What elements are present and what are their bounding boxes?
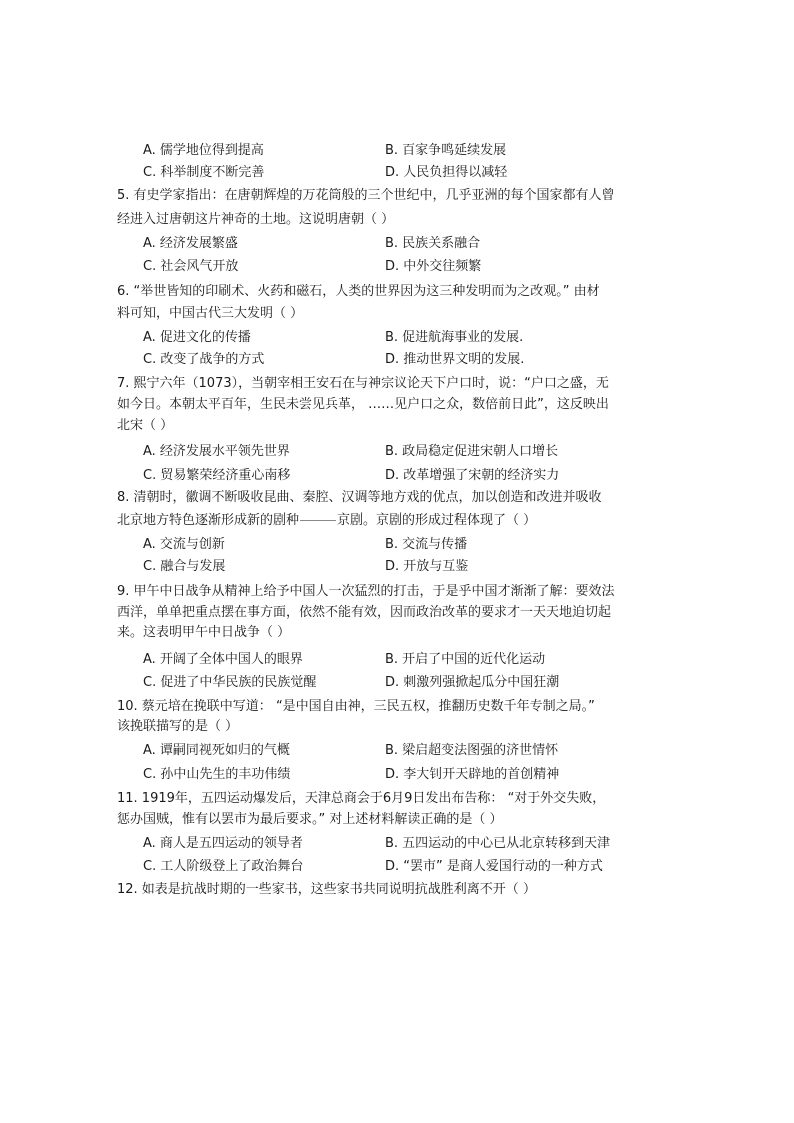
q10-option-b: B. 梁启超变法图强的济世情怀: [385, 743, 559, 758]
q6-option-b: B. 促进航海事业的发展.: [385, 330, 524, 345]
q8-stem-line-2-part-1: 北京地方特色逐渐形成新的剧种: [117, 513, 300, 528]
q7-option-b: B. 政局稳定促进宋朝人口增长: [385, 444, 559, 459]
q6-option-a: A. 促进文化的传播: [143, 330, 251, 345]
dash-line: [300, 520, 336, 521]
q9-stem-line-3: 来。这表明甲午中日战争（ ）: [117, 625, 291, 640]
q9-stem-line-2: 西洋，单单把重点摆在事方面，依然不能有效，因而政治改革的要求才一天天地迫切起: [117, 605, 612, 620]
q7-option-c: C. 贸易繁荣经济重心南移: [143, 468, 291, 483]
q6-stem-line-1: 6. “举世皆知的印刷术、火药和磁石，人类的世界因为这三种发明而为之改观。” 由材: [117, 284, 600, 299]
q9-option-a: A. 开阔了全体中国人的眼界: [143, 652, 303, 667]
q4-option-c: C. 科举制度不断完善: [143, 165, 265, 180]
q10-option-a: A. 谭嗣同视死如归的气概: [143, 743, 290, 758]
q7-stem-line-2: 如今日。本朝太平百年，生民未尝见兵革， ……见户口之众，数倍前日此”，这反映出: [117, 397, 609, 412]
q10-option-c: C. 孙中山先生的丰功伟绩: [143, 767, 291, 782]
q5-option-b: B. 民族关系融合: [385, 236, 481, 251]
q5-option-a: A. 经济发展繁盛: [143, 236, 238, 251]
q8-option-d: D. 开放与互鉴: [385, 559, 469, 574]
q5-stem-line-1: 5. 有史学家指出：在唐朝辉煌的万花筒般的三个世纪中，几乎亚洲的每个国家都有人曾: [117, 188, 615, 203]
q8-stem-line-2-part-2: 京剧。京剧的形成过程体现了（ ）: [337, 513, 537, 528]
q4-option-d: D. 人民负担得以减轻: [385, 165, 508, 180]
q12-stem-line-1: 12. 如表是抗战时期的一些家书，这些家书共同说明抗战胜利离不开（ ）: [117, 882, 536, 897]
q5-option-d: D. 中外交往频繁: [385, 259, 482, 274]
q9-option-c: C. 促进了中华民族的民族觉醒: [143, 675, 317, 690]
q8-stem-line-1: 8. 清朝时，徽调不断吸收昆曲、秦腔、汉调等地方戏的优点，加以创造和改进并吸收: [117, 490, 602, 505]
q11-option-a: A. 商人是五四运动的领导者: [143, 836, 303, 851]
q5-stem-line-2: 经进入过唐朝这片神奇的土地。这说明唐朝（ ）: [117, 212, 395, 227]
q8-option-c: C. 融合与发展: [143, 559, 226, 574]
q10-stem-line-2: 该挽联描写的是（ ）: [117, 719, 239, 734]
q7-stem-line-3: 北宋（ ）: [117, 418, 174, 433]
q7-stem-line-1: 7. 熙宁六年（1073），当朝宰相王安石在与神宗议论天下户口时，说：“户口之盛，无: [117, 376, 609, 391]
q10-option-d: D. 李大钊开天辟地的首创精神: [385, 767, 560, 782]
q11-stem-line-1: 11. 1919年，五四运动爆发后，天津总商会于6月9日发出布告称： “对于外交失败，: [117, 791, 606, 806]
q8-stem-line-2: [117, 513, 637, 529]
q9-stem-line-1: 9. 甲午中日战争从精神上给予中国人一次猛烈的打击，于是乎中国才渐渐了解：要效法: [117, 584, 615, 599]
q11-stem-line-2: 惩办国贼，惟有以罢市为最后要求。” 对上述材料解读正确的是（ ）: [117, 812, 503, 827]
q8-option-b: B. 交流与传播: [385, 537, 468, 552]
q11-option-b: B. 五四运动的中心已从北京转移到天津: [385, 836, 611, 851]
q7-option-a: A. 经济发展水平领先世界: [143, 444, 290, 459]
q9-option-d: D. 刺激列强掀起瓜分中国狂潮: [385, 675, 560, 690]
q8-option-a: A. 交流与创新: [143, 537, 225, 552]
q5-option-c: C. 社会风气开放: [143, 259, 239, 274]
q6-stem-line-2: 料可知，中国古代三大发明（ ）: [117, 306, 304, 321]
q4-option-b: B. 百家争鸣延续发展: [385, 143, 507, 158]
q7-option-d: D. 改革增强了宋朝的经济实力: [385, 468, 560, 483]
q6-option-d: D. 推动世界文明的发展.: [385, 352, 525, 367]
q11-option-d: D. “罢市” 是商人爱国行动的一种方式: [385, 859, 603, 874]
q11-option-c: C. 工人阶级登上了政治舞台: [143, 859, 304, 874]
q9-option-b: B. 开启了中国的近代化运动: [385, 652, 546, 667]
q4-option-a: A. 儒学地位得到提高: [143, 143, 264, 158]
q6-option-c: C. 改变了战争的方式: [143, 352, 265, 367]
q10-stem-line-1: 10. 蔡元培在挽联中写道： “是中国自由神，三民五权，推翻历史数千年专制之局。”: [117, 699, 595, 714]
